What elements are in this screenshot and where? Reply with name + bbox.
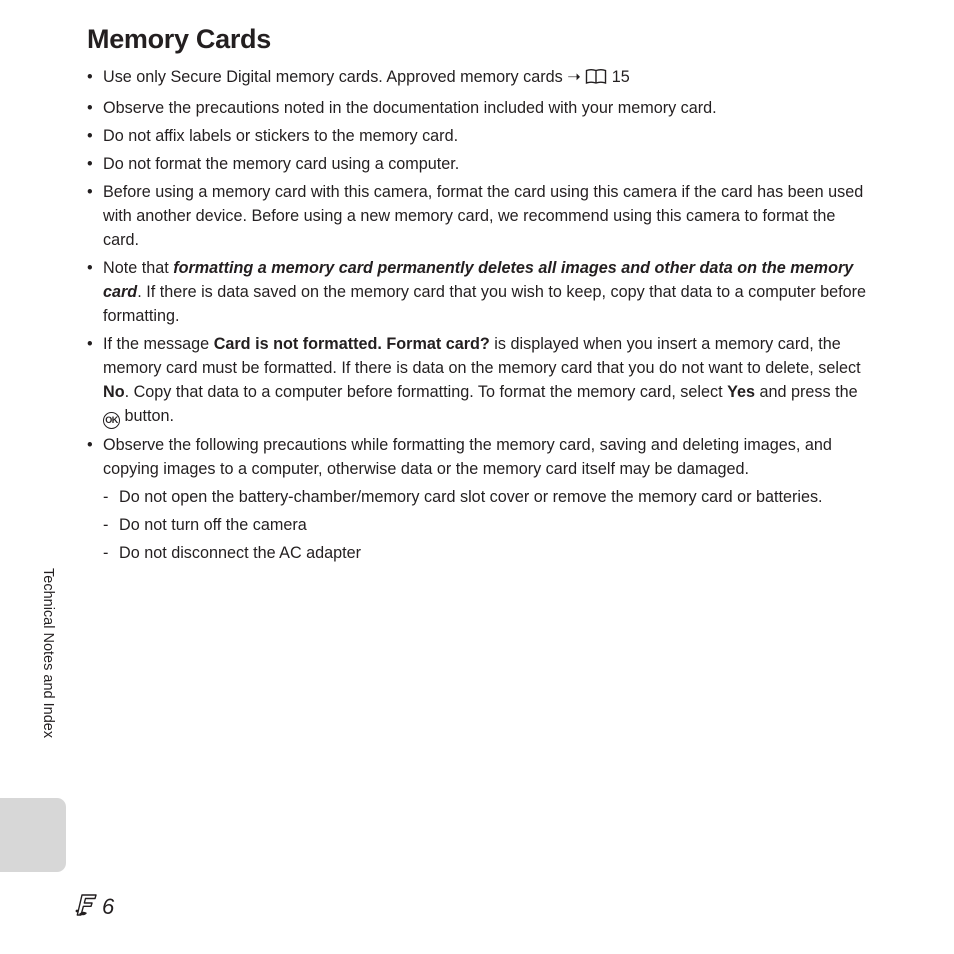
item-text: Observe the following precautions while formatting the memory card, saving and deleting images, and copying images to a computer, otherwise data or the memory card itself may be damaged. — [103, 436, 832, 478]
dash-marker: - — [103, 488, 109, 506]
bullet-icon: • — [87, 155, 93, 173]
item-text: and press the — [755, 383, 858, 401]
formatting-precautions-sublist — [103, 485, 871, 565]
dash-marker: - — [103, 544, 109, 562]
bullet-icon: • — [87, 99, 93, 117]
option-no: No — [103, 383, 125, 401]
item-text: Use only Secure Digital memory cards. Approved memory cards — [103, 68, 568, 86]
list-item — [87, 433, 871, 565]
item-text: is displayed when you insert a memory card, the memory card must be formatted. If there is data on the memory card that you do not want to delete, select — [103, 335, 861, 377]
list-item — [87, 256, 871, 328]
book-reference-icon — [585, 68, 607, 92]
sub-list-item — [103, 513, 871, 537]
arrow-icon: ➝ — [567, 68, 581, 86]
item-text: . Copy that data to a computer before formatting. To format the memory card, select — [124, 383, 728, 401]
option-yes: Yes — [727, 383, 756, 401]
page-number — [73, 892, 114, 922]
bullet-icon: • — [87, 259, 93, 277]
bullet-icon: • — [87, 183, 93, 201]
item-text: If the message — [103, 335, 214, 353]
item-text: Before using a memory card with this camera, format the card using this camera if the card has been used with another device. Before using a new memory card, we recommend using this camera to format the card. — [103, 183, 864, 249]
page-title: Memory Cards — [87, 24, 271, 54]
list-item — [87, 65, 871, 92]
list-item — [87, 332, 871, 429]
item-text: Observe the precautions noted in the documentation included with your memory card. — [103, 99, 717, 117]
item-text: Note that — [103, 259, 174, 277]
item-text: Do not affix labels or stickers to the memory card. — [103, 127, 459, 145]
item-text: Do not format the memory card using a computer. — [103, 155, 460, 173]
sub-item-text: Do not turn off the camera — [119, 516, 307, 534]
ok-button-icon: OK — [103, 412, 120, 429]
sub-item-text: Do not disconnect the AC adapter — [119, 544, 362, 562]
dash-marker: - — [103, 516, 109, 534]
warning-emphasis: formatting a memory card permanently deletes all images and other data on the memory card — [103, 259, 854, 301]
reference-page-link[interactable]: 15 — [611, 68, 630, 86]
list-item — [87, 152, 871, 176]
list-item — [87, 96, 871, 120]
item-text: button. — [120, 407, 175, 425]
item-text: . If there is data saved on the memory card that you wish to keep, copy that data to a computer before formatting. — [103, 283, 867, 325]
bullet-icon: • — [87, 127, 93, 145]
sub-item-text: Do not open the battery-chamber/memory card slot cover or remove the memory card or batteries. — [119, 488, 823, 506]
technical-notes-f-icon — [73, 892, 101, 923]
sub-list-item — [103, 541, 871, 565]
camera-message: Card is not formatted. Format card? — [213, 335, 490, 353]
sub-list-item — [103, 485, 871, 509]
section-tab — [0, 798, 66, 872]
list-item — [87, 124, 871, 148]
bullet-icon: • — [87, 436, 93, 454]
precautions-list — [87, 65, 871, 569]
list-item — [87, 180, 871, 252]
section-side-label: Technical Notes and Index — [40, 568, 56, 739]
page-number-text: 6 — [102, 894, 115, 919]
bullet-icon: • — [87, 68, 93, 86]
bullet-icon: • — [87, 335, 93, 353]
